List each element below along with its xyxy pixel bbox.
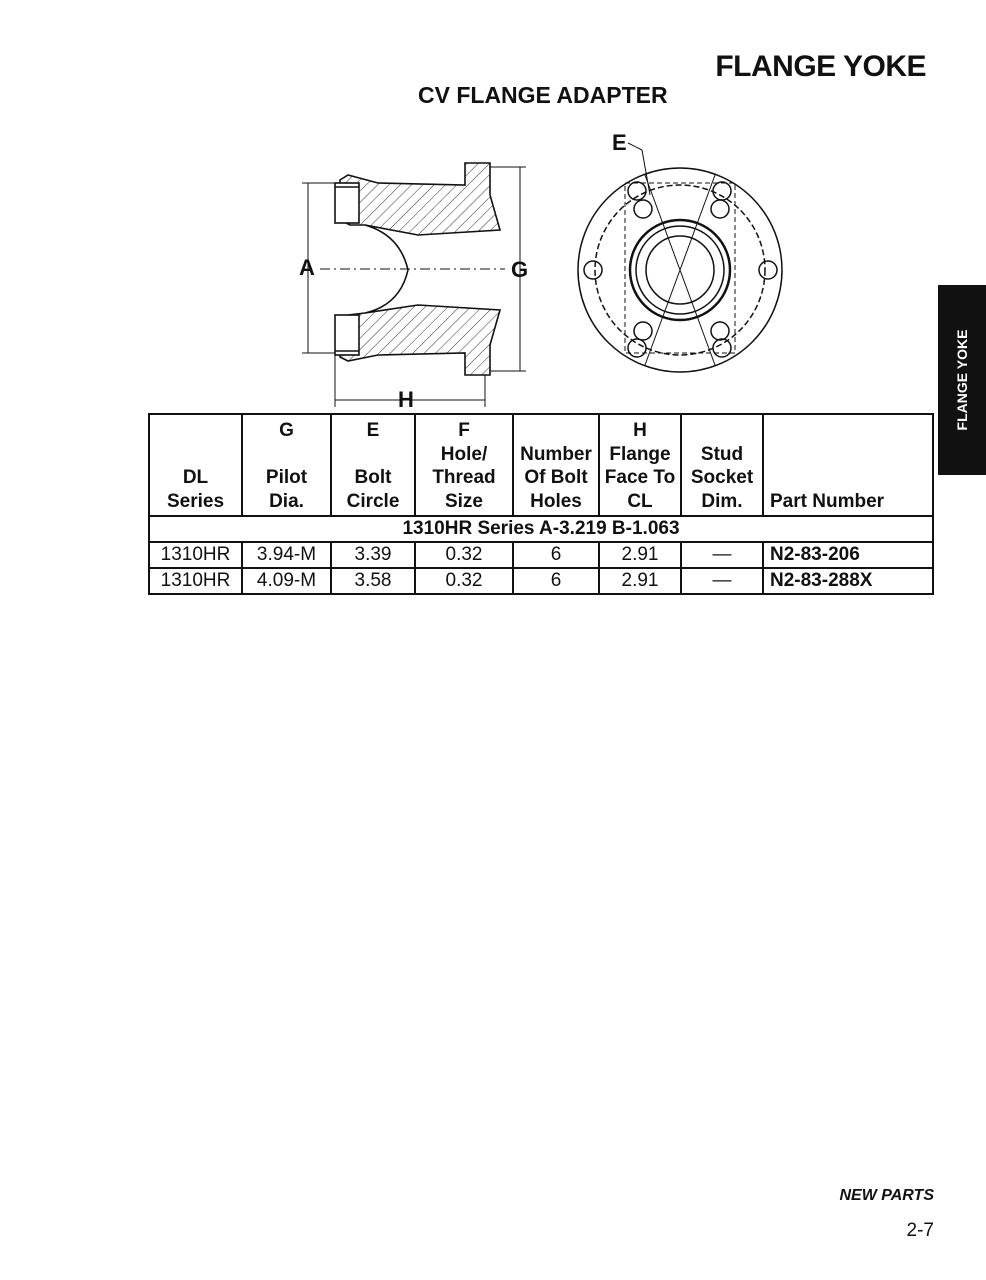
cell-stud-socket: — — [681, 542, 763, 568]
col-dl-series: DL Series — [149, 414, 242, 516]
page-title: FLANGE YOKE — [715, 50, 926, 83]
col-pilot-dia: G Pilot Dia. — [242, 414, 331, 516]
cell-bolt-circle: 3.39 — [331, 542, 415, 568]
spec-table — [148, 413, 934, 595]
cell-stud-socket: — — [681, 568, 763, 594]
cell-bolt-holes: 6 — [513, 542, 599, 568]
series-cell: 1310HR Series A-3.219 B-1.063 — [149, 516, 933, 542]
side-view — [302, 163, 529, 407]
col-bolt-circle: E Bolt Circle — [331, 414, 415, 516]
cell-bolt-circle: 3.58 — [331, 568, 415, 594]
cell-flange-face: 2.91 — [599, 542, 681, 568]
cell-pilot-dia: 4.09-M — [242, 568, 331, 594]
dim-label-e: E — [612, 130, 627, 155]
col-stud-socket: Stud Socket Dim. — [681, 414, 763, 516]
cell-part-number: N2-83-288X — [763, 568, 933, 594]
cell-flange-face: 2.91 — [599, 568, 681, 594]
series-row — [149, 516, 933, 542]
side-tab[interactable] — [938, 285, 986, 475]
section-title: CV FLANGE ADAPTER — [418, 82, 668, 108]
dim-label-g: G — [511, 257, 529, 282]
table-row — [149, 542, 933, 568]
cell-part-number: N2-83-206 — [763, 542, 933, 568]
cell-series: 1310HR — [149, 568, 242, 594]
cell-bolt-holes: 6 — [513, 568, 599, 594]
page-number: 2-7 — [906, 1220, 934, 1241]
side-tab-label: FLANGE YOKE — [954, 329, 970, 431]
cell-pilot-dia: 3.94-M — [242, 542, 331, 568]
table-header-row — [149, 414, 933, 516]
front-view — [578, 143, 782, 372]
col-bolt-holes: Number Of Bolt Holes — [513, 414, 599, 516]
cell-series: 1310HR — [149, 542, 242, 568]
dim-label-h: H — [398, 387, 414, 412]
table-row — [149, 568, 933, 594]
col-part-number: Part Number — [763, 414, 933, 516]
col-hole-thread: F Hole/ Thread Size — [415, 414, 513, 516]
cell-hole-size: 0.32 — [415, 542, 513, 568]
new-parts-label: NEW PARTS — [839, 1187, 934, 1204]
flange-adapter-drawing — [290, 125, 800, 415]
cell-hole-size: 0.32 — [415, 568, 513, 594]
col-flange-face: H Flange Face To CL — [599, 414, 681, 516]
dim-label-a: A — [299, 255, 315, 280]
